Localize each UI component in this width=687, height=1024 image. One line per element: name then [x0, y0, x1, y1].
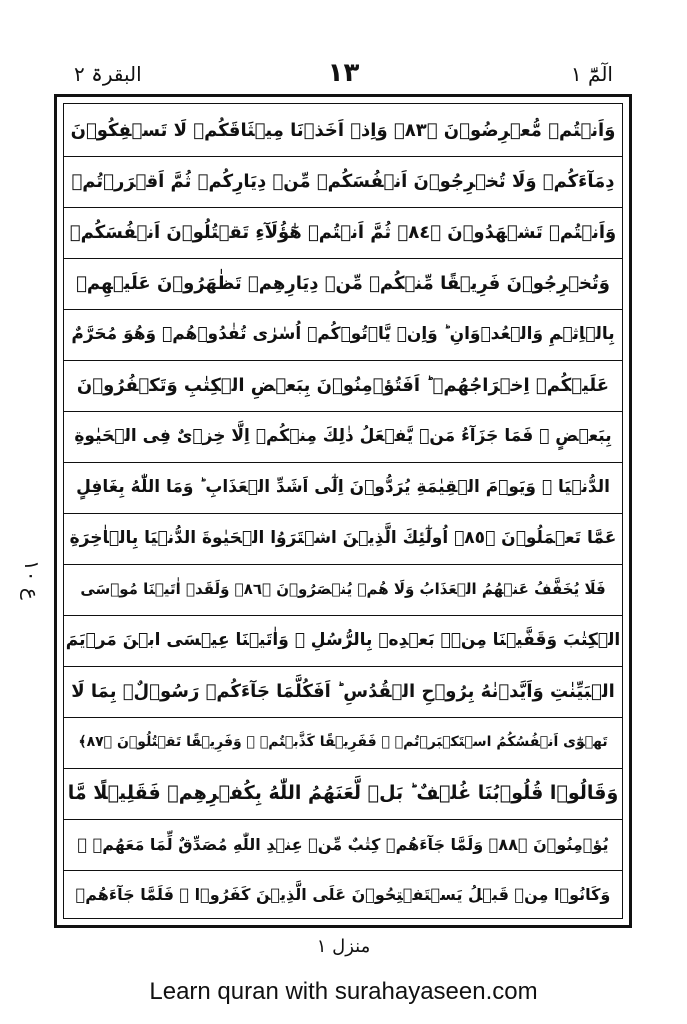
verse-line: الۡكِتٰبَ وَقَفَّيۡنَا مِنۡۢ بَعۡدِهٖ بِالرُّسُلِ ۖ وَاٰتَيۡنَا عِيۡسَى ابۡنَ مَرۡيَمَ: [64, 614, 622, 667]
verse-line: فَلَا يُخَفَّفُ عَنۡهُمُ الۡعَذَابُ وَلَا هُمۡ يُنۡصَرُوۡنَ ﴿٨٦﴾ وَلَقَدۡ اٰتَيۡنَا مُوۡسَى: [64, 563, 622, 616]
verse-line: عَلَيۡكُمۡ اِخۡرَاجُهُمۡ ؕ اَفَتُؤۡمِنُوۡنَ بِبَعۡضِ الۡكِتٰبِ وَتَكۡفُرُوۡنَ: [64, 359, 622, 412]
page-number: ١٣: [327, 58, 360, 88]
verse-lines: [64, 104, 622, 918]
verse-line: وَقَالُوۡا قُلُوۡبُنَا غُلۡفٌ ؕ بَلۡ لَّعَنَهُمُ اللّٰهُ بِكُفۡرِهِمۡ فَقَلِيۡلًا مَّا: [64, 767, 622, 820]
verse-line: الدُّنۡيَا ۚ وَيَوۡمَ الۡقِيٰمَةِ يُرَدُّوۡنَ اِلٰٓى اَشَدِّ الۡعَذَابِ ؕ وَمَا اللّٰهُ بِغَافِلٍ: [64, 461, 622, 514]
verse-line: يُؤۡمِنُوۡنَ ﴿٨٨﴾ وَلَمَّا جَآءَهُمۡ كِتٰبٌ مِّنۡ عِنۡدِ اللّٰهِ مُصَدِّقٌ لِّمَا مَعَهُمۡ ۙ: [64, 818, 622, 871]
verse-line: بِالۡاِثۡمِ وَالۡعُدۡوَانِ ؕ وَاِنۡ يَّاۡتُوۡكُمۡ اُسٰرٰى تُفٰدُوۡهُمۡ وَهُوَ مُحَرَّمٌ: [64, 308, 622, 361]
verse-line: وَتُخۡرِجُوۡنَ فَرِيۡقًا مِّنۡكُمۡ مِّنۡ دِيَارِهِمۡ تَظٰهَرُوۡنَ عَلَيۡهِمۡ: [64, 257, 622, 310]
verse-line: الۡبَيِّنٰتِ وَاَيَّدۡنٰهُ بِرُوۡحِ الۡقُدُسِ ؕ اَفَكُلَّمَا جَآءَكُمۡ رَسُوۡلٌۢ بِمَا لَا: [64, 665, 622, 718]
verse-line: وَاَنۡتُمۡ تَشۡهَدُوۡنَ ﴿٨٤﴾ ثُمَّ اَنۡتُمۡ هٰٓؤُلَآءِ تَقۡتُلُوۡنَ اَنۡفُسَكُمۡ: [64, 206, 622, 259]
verse-line: عَمَّا تَعۡمَلُوۡنَ ﴿٨٥﴾ اُولٰٓئِكَ الَّذِيۡنَ اشۡتَرَوُا الۡحَيٰوةَ الدُّنۡيَا بِالۡاٰخِرَةِ: [64, 512, 622, 565]
verse-line: وَاَنۡتُمۡ مُّعۡرِضُوۡنَ ﴿٨٣﴾ وَاِذۡ اَخَذۡنَا مِيۡثَاقَكُمۡ لَا تَسۡفِكُوۡنَ: [64, 104, 622, 157]
verse-line: بِبَعۡضٍ ۚ فَمَا جَزَآءُ مَنۡ يَّفۡعَلُ ذٰلِكَ مِنۡكُمۡ اِلَّا خِزۡىٌ فِى الۡحَيٰوةِ: [64, 410, 622, 463]
surah-name: البقرۃ ٢: [74, 62, 142, 86]
page-frame: [54, 94, 632, 928]
ruku-marker: ع ١٠: [20, 560, 44, 600]
text-panel: [63, 103, 623, 919]
juz-name: الٓمّٓ ١: [570, 62, 613, 86]
footer-link-text[interactable]: Learn quran with surahayaseen.com: [149, 978, 538, 1005]
verse-line: تَهۡوٰٓى اَنۡفُسُكُمُ اسۡتَكۡبَرۡتُمۡ ۚ فَفَرِيۡقًا كَذَّبۡتُمۡ ؗ وَفَرِيۡقًا تَقۡتُلُوۡنَ ﴿٨٧﴾: [64, 716, 622, 769]
verse-line: دِمَآءَكُمۡ وَلَا تُخۡرِجُوۡنَ اَنۡفُسَكُمۡ مِّنۡ دِيَارِكُمۡ ثُمَّ اَقۡرَرۡتُمۡ: [64, 155, 622, 208]
page-header: [56, 58, 631, 92]
verse-line: وَكَانُوۡا مِنۡ قَبۡلُ يَسۡتَفۡتِحُوۡنَ عَلَى الَّذِيۡنَ كَفَرُوۡا ۚ فَلَمَّا جَآءَهُمۡ: [75, 884, 611, 904]
manzil-label: منزل ١: [316, 936, 371, 957]
